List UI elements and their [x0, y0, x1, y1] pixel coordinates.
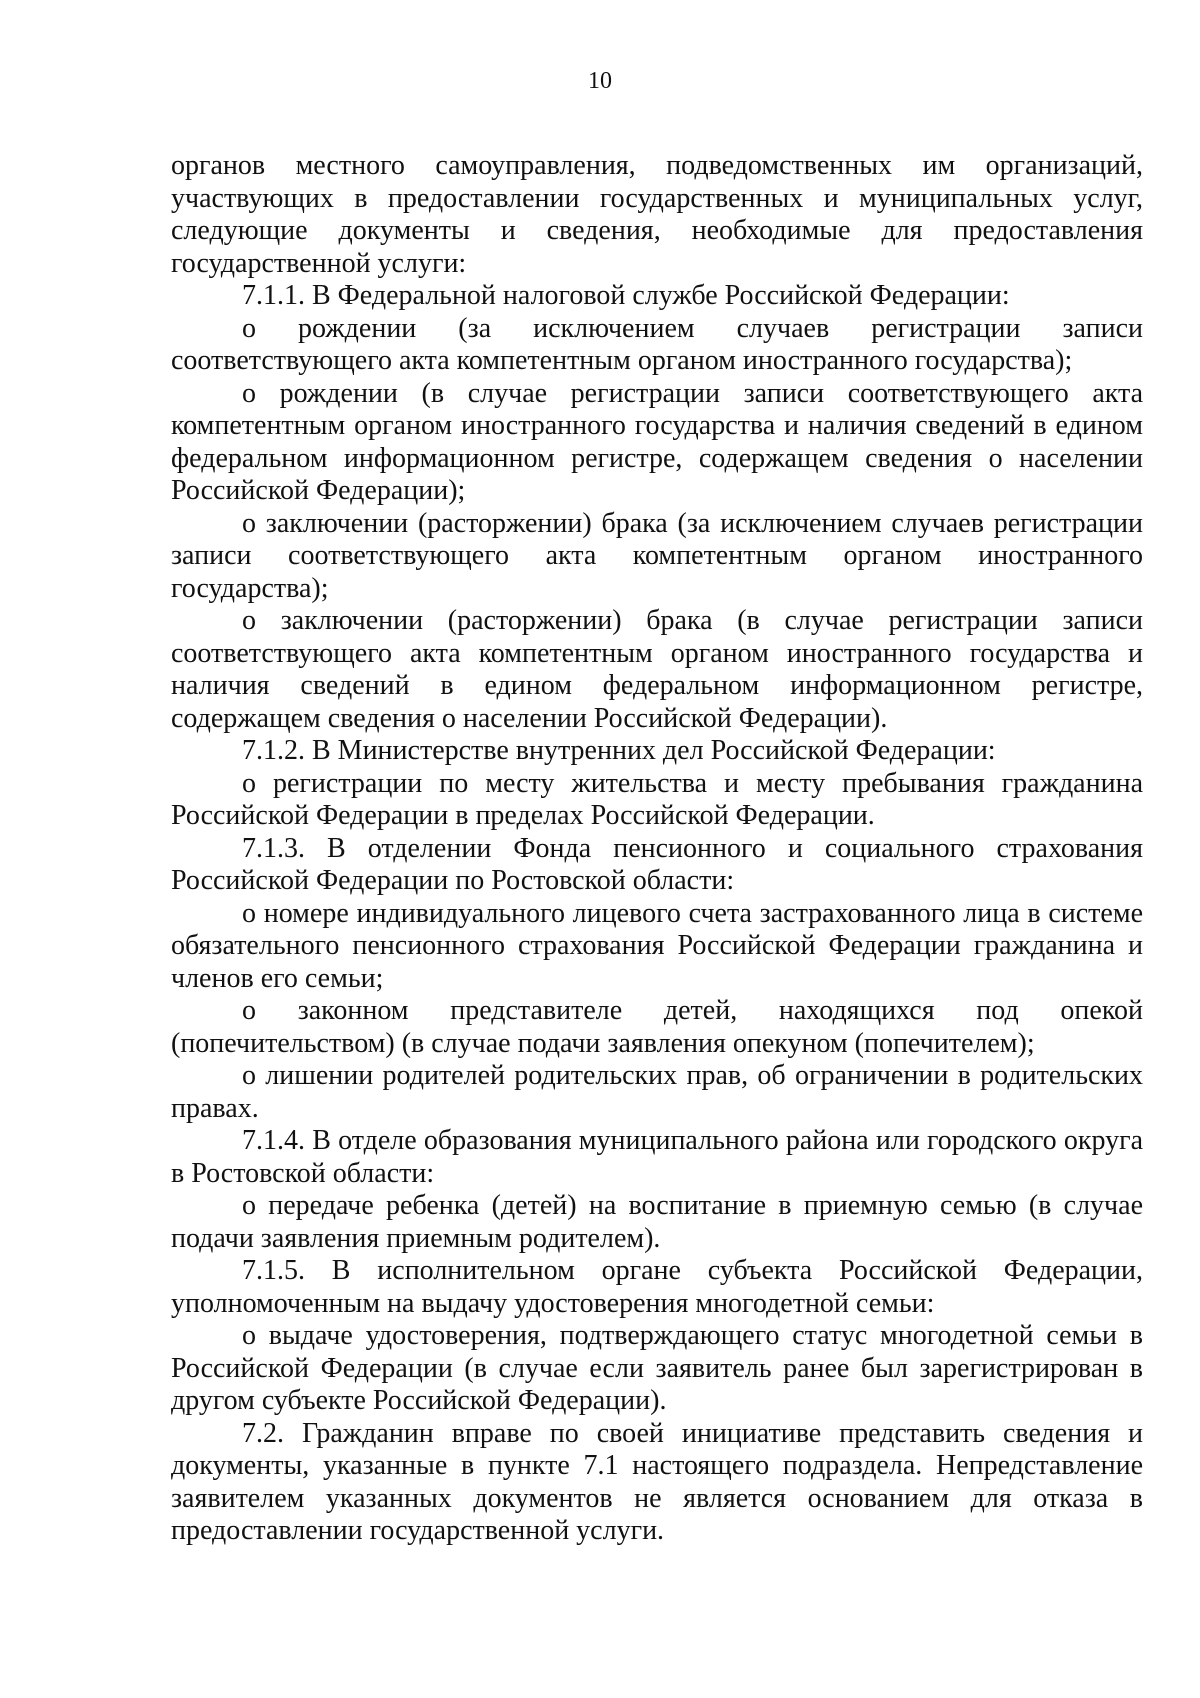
- page-number: 10: [588, 68, 612, 94]
- paragraph-large-family-certificate: о выдаче удостоверения, подтверждающего статус многодетной семьи в Российской Федерации (в случае если заявитель ранее был зарегистрирован в другом субъекте Российской Федерации).: [171, 1320, 1143, 1416]
- paragraph-parental-rights: о лишении родителей родительских прав, об ограничении в родительских правах.: [171, 1060, 1143, 1124]
- paragraph-7-1-5-heading: 7.1.5. В исполнительном органе субъекта Российской Федерации, уполномоченным на выдачу удостоверения многодетной семьи:: [171, 1255, 1143, 1319]
- paragraph-7-2: 7.2. Гражданин вправе по своей инициативе представить сведения и документы, указанные в пункте 7.1 настоящего подраздела. Непредставление заявителем указанных документов не является основанием для отказа в предоставлении государственной услуги.: [171, 1417, 1143, 1546]
- paragraph-legal-guardian: о законном представителе детей, находящихся под опекой (попечительством) (в случае подачи заявления опекуном (попечителем);: [171, 995, 1143, 1059]
- paragraph-7-1-2-heading: 7.1.2. В Министерстве внутренних дел Российской Федерации:: [242, 735, 996, 766]
- paragraph-7-1-1-heading: 7.1.1. В Федеральной налоговой службе Российской Федерации:: [242, 280, 1010, 311]
- paragraph-insurance-account: о номере индивидуального лицевого счета застрахованного лица в системе обязательного пенсионного страхования Российской Федерации гражданина и членов его семьи;: [171, 897, 1143, 994]
- paragraph-marriage-foreign-excluded: о заключении (расторжении) брака (за исключением случаев регистрации записи соответствующего акта компетентным органом иностранного государства);: [171, 507, 1143, 604]
- paragraph-birth-foreign-registered: о рождении (в случае регистрации записи соответствующего акта компетентным органом иностранного государства и наличия сведений в едином федеральном информационном регистре, содержащем сведения о населении Российской Федерации);: [171, 377, 1143, 506]
- paragraph-intro: органов местного самоуправления, подведомственных им организаций, участвующих в предоставлении государственных и муниципальных услуг, следующие документы и сведения, необходимые для предоставления государственной услуги:: [171, 150, 1143, 279]
- paragraph-7-1-3-heading: 7.1.3. В отделении Фонда пенсионного и социального страхования Российской Федерации по Ростовской области:: [171, 832, 1143, 896]
- paragraph-marriage-foreign-registered: о заключении (расторжении) брака (в случае регистрации записи соответствующего акта компетентным органом иностранного государства и наличия сведений в едином федеральном информационном регистре, содержащем сведения о населении Российской Федерации).: [171, 605, 1143, 734]
- document-body: [171, 150, 1143, 1548]
- paragraph-7-1-4-heading: 7.1.4. В отделе образования муниципального района или городского округа в Ростовской области:: [171, 1125, 1143, 1189]
- paragraph-birth-foreign-excluded: о рождении (за исключением случаев регистрации записи соответствующего акта компетентным органом иностранного государства);: [171, 312, 1143, 376]
- paragraph-foster-family: о передаче ребенка (детей) на воспитание в приемную семью (в случае подачи заявления приемным родителем).: [171, 1190, 1143, 1254]
- paragraph-residence-registration: о регистрации по месту жительства и месту пребывания гражданина Российской Федерации в пределах Российской Федерации.: [171, 767, 1143, 831]
